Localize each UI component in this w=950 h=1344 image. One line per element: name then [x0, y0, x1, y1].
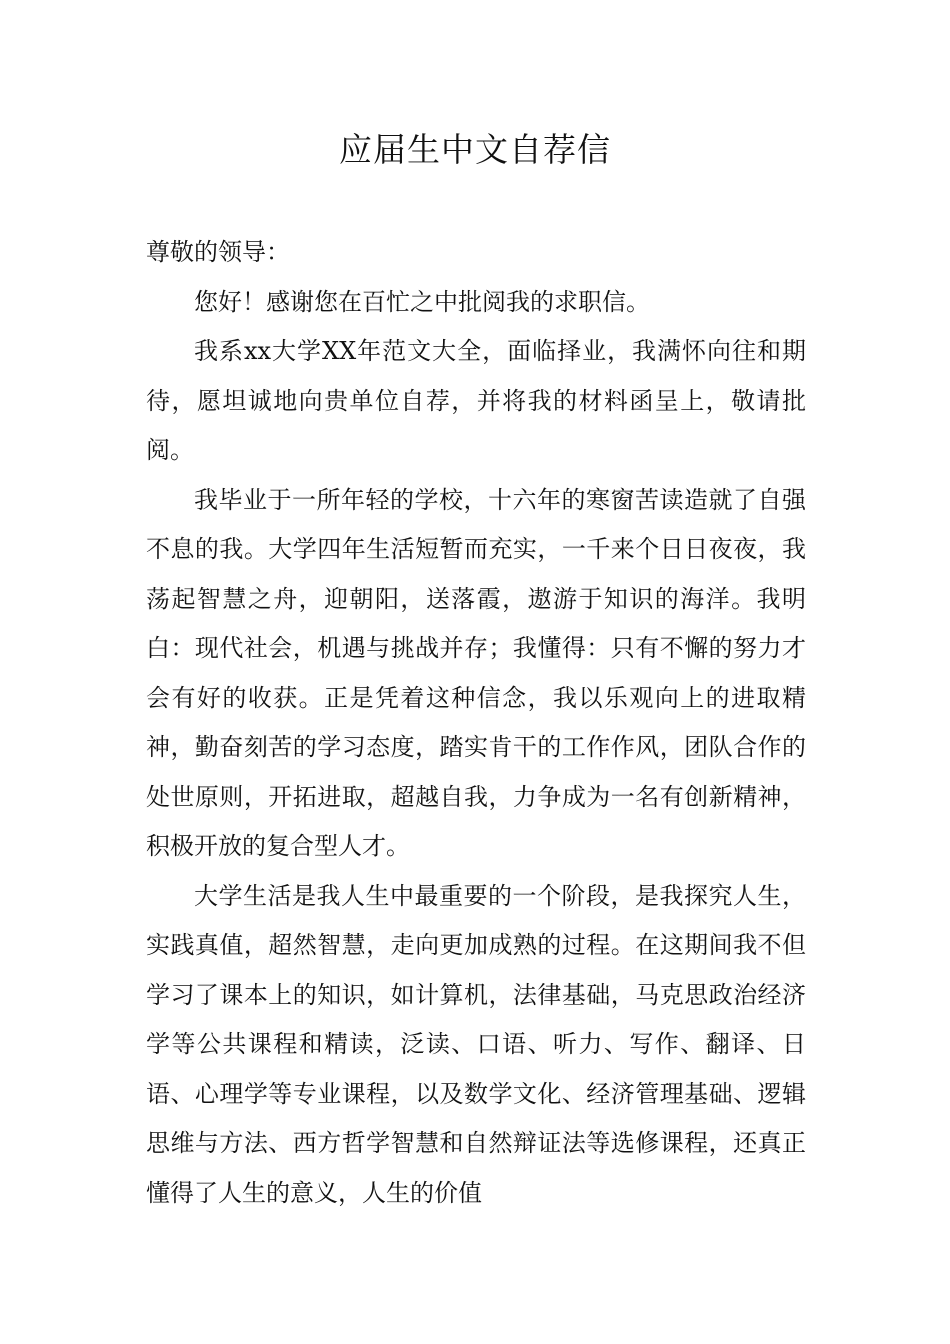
- paragraph-background: 我毕业于一所年轻的学校，十六年的寒窗苦读造就了自强不息的我。大学四年生活短暂而充实，一千来个日日夜夜，我荡起智慧之舟，迎朝阳，送落霞，遨游于知识的海洋。我明白：现代社会，机遇与挑战并存；我懂得：只有不懈的努力才会有好的收获。正是凭着这种信念，我以乐观向上的进取精神，勤奋刻苦的学习态度，踏实肯干的工作作风，团队合作的处世原则，开拓进取，超越自我，力争成为一名有创新精神，积极开放的复合型人才。: [146, 485, 806, 860]
- paragraph-university-life: 大学生活是我人生中最重要的一个阶段，是我探究人生，实践真值，超然智慧，走向更加成熟的过程。在这期间我不但学习了课本上的知识，如计算机，法律基础，马克思政治经济学等公共课程和精读，泛读、口语、听力、写作、翻译、日语、心理学等专业课程，以及数学文化、经济管理基础、逻辑思维与方法、西方哲学智慧和自然辩证法等选修课程，还真正懂得了人生的意义，人生的价值: [146, 881, 806, 1207]
- paragraph-introduction: 我系xx大学XX年范文大全，面临择业，我满怀向往和期待，愿坦诚地向贵单位自荐，并将我的材料函呈上，敬请批阅。: [146, 337, 806, 464]
- paragraph-greeting: 您好！感谢您在百忙之中批阅我的求职信。: [194, 287, 650, 316]
- document-title: 应届生中文自荐信: [339, 130, 611, 169]
- salutation: 尊敬的领导：: [146, 238, 290, 266]
- letter-body: [146, 228, 806, 1218]
